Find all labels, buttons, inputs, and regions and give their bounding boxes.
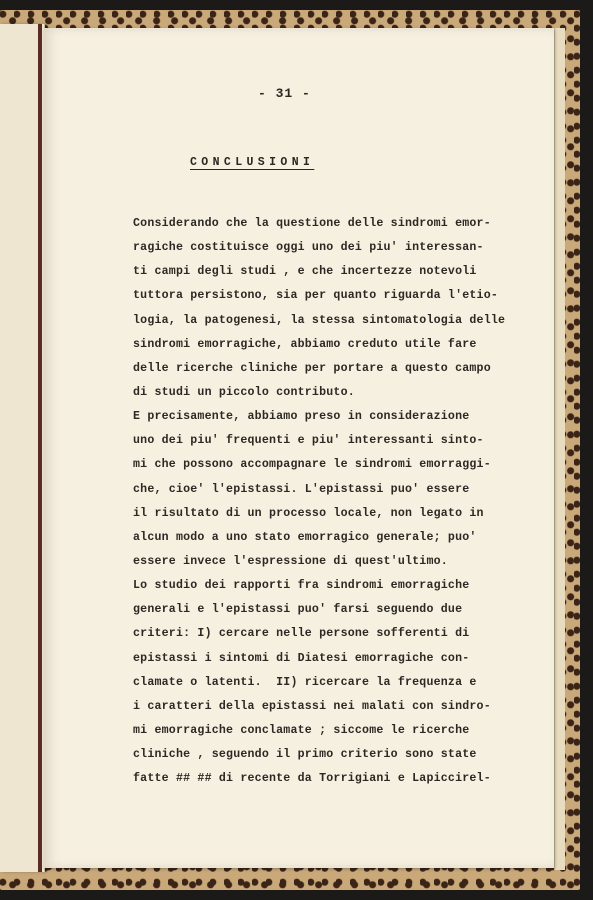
text-line: Lo studio dei rapporti fra sindromi emorragiche xyxy=(133,579,470,593)
text-line: di studi un piccolo contributo. xyxy=(133,385,355,399)
text-line: ti campi degli studi , e che incertezze notevoli xyxy=(133,265,477,279)
page-number: - 31 - xyxy=(258,86,311,101)
text-line: alcun modo a uno stato emorragico generale; puo' xyxy=(133,530,477,544)
text-line: generali e l'epistassi puo' farsi seguendo due xyxy=(133,603,463,617)
text-line: mi che possono accompagnare le sindromi emorraggi- xyxy=(133,458,491,472)
section-heading: CONCLUSIONI xyxy=(190,156,315,169)
text-line: Considerando che la questione delle sindromi emor- xyxy=(133,217,491,230)
text-line: logia, la patogenesi, la stessa sintomatologia delle xyxy=(133,313,506,327)
text-line: delle ricerche cliniche per portare a questo campo xyxy=(133,361,491,375)
text-line: il risultato di un processo locale, non legato in xyxy=(133,506,484,520)
text-line: mi emorragiche conclamate ; siccome le ricerche xyxy=(133,723,470,737)
text-line: ragiche costituisce oggi uno dei piu' interessan- xyxy=(133,241,484,255)
text-line: essere invece l'espressione di quest'ultimo. xyxy=(133,554,448,568)
text-line: E precisamente, abbiamo preso in considerazione xyxy=(133,410,470,424)
book-binding xyxy=(38,24,42,872)
text-line: tuttora persistono, sia per quanto riguarda l'etio- xyxy=(133,289,499,303)
text-line: i caratteri della epistassi nei malati con sindro- xyxy=(133,699,491,713)
text-line: clamate o latenti. II) ricercare la frequenza e xyxy=(133,675,477,689)
text-line: che, cioe' l'epistassi. L'epistassi puo' essere xyxy=(133,482,470,496)
body-text xyxy=(133,212,505,791)
text-line: cliniche , seguendo il primo criterio sono state xyxy=(133,748,477,762)
text-line: criteri: I) cercare nelle persone sofferenti di xyxy=(133,627,470,641)
text-line: fatte ## ## di recente da Torrigiani e Lapiccirel- xyxy=(133,772,491,786)
text-line: sindromi emorragiche, abbiamo creduto utile fare xyxy=(133,337,477,351)
text-line: epistassi i sintomi di Diatesi emorragiche con- xyxy=(133,651,470,665)
page-stack-edge xyxy=(554,28,565,870)
text-line: uno dei piu' frequenti e piu' interessanti sinto- xyxy=(133,434,484,448)
